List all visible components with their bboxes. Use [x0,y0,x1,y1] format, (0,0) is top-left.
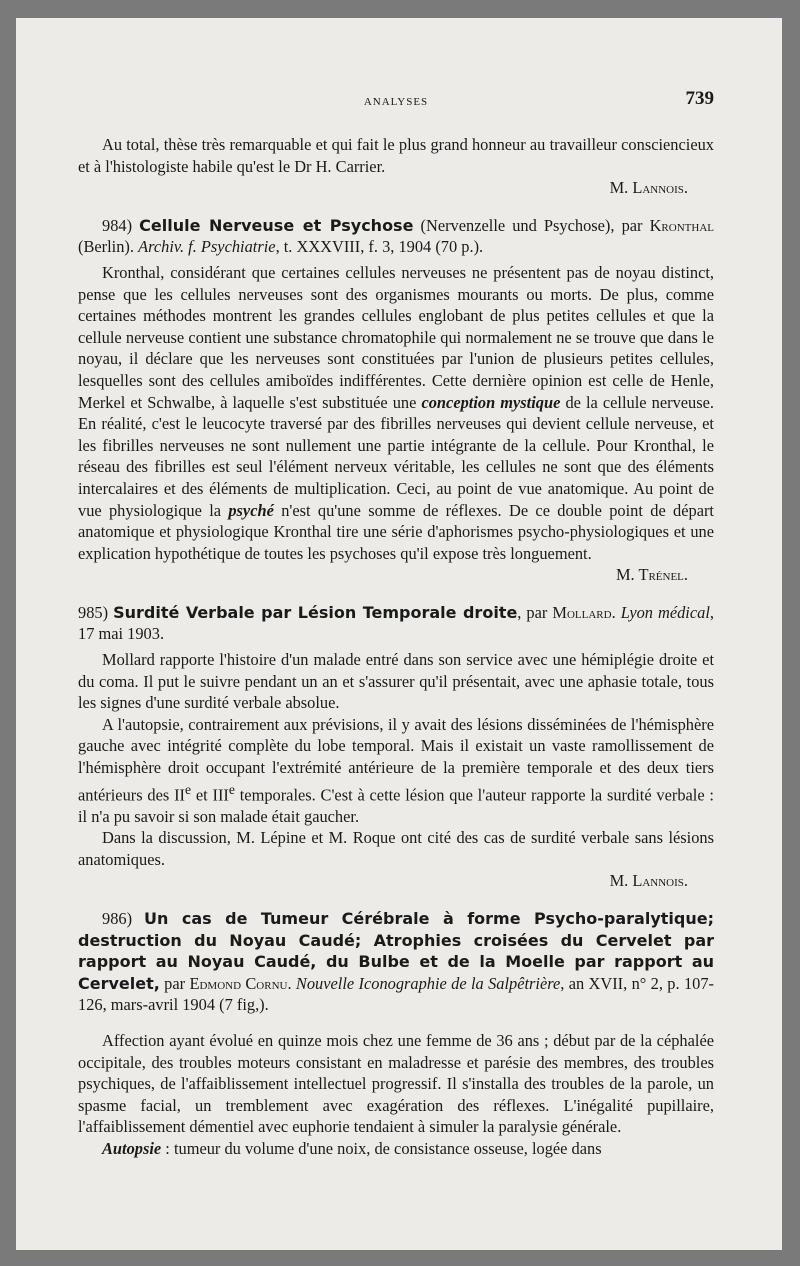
entry-985-signature [78,870,714,892]
page-content [78,134,714,1160]
autopsie-label: Autopsie [102,1139,162,1158]
entry-985-heading [78,602,714,645]
ref-text: par [159,973,190,993]
body-emphasis: conception mystique [421,392,561,412]
superscript: e [228,781,235,797]
signature-text: M. Trénel. [615,565,688,585]
entry-986-heading [78,908,714,1016]
entry-number: 986) [102,909,133,929]
entry-984-heading [78,215,714,258]
superscript: e [185,781,192,797]
entry-986-p2 [78,1138,714,1160]
entry-journal: Nouvelle Iconographie de la Salpêtrière [295,973,561,993]
body-text: n'est qu'une somme de réflexes. De ce double point de départ anatomique et physiologique Kronthal tire une série d'aphorismes psycho-physiologiques et une explication hypothétique de toutes les psychoses qu'il expose très longuement. [78,500,714,563]
intro-paragraph: Au total, thèse très remarquable et qui fait le plus grand honneur au travailleur consciencieux et à l'histologiste habile qu'est le Dr H. Carrier. [78,135,714,176]
ref-text: . [287,973,296,993]
body-text: A l'autopsie, contrairement aux prévisions, il y avait des lésions disséminées de l'hémisphère gauche avec intégrité complète du lobe temporal. Mais il existait un vaste ramollissement de l'hémisphère droit occupant l'extrémité antérieure de la première temporale et des deux tiers antérieurs des II [78,714,714,805]
running-header [78,88,714,118]
entry-author: Mollard [552,602,612,622]
running-title: ANALYSES [363,96,429,108]
entry-985-p3: Dans la discussion, M. Lépine et M. Roque ont cité des cas de surdité verbale sans lésions anatomiques. [78,828,714,869]
entry-journal: Lyon médical [620,602,710,622]
body-text: et III [191,785,229,805]
entry-985 [78,602,714,892]
entry-journal: Archiv. f. Psychiatrie [138,237,276,257]
entry-985-p2 [78,714,714,827]
intro-signature [78,177,714,199]
entry-title: Cellule Nerveuse et Psychose [139,215,414,235]
entry-number: 985) [78,602,109,622]
entry-author: Edmond Cornu [189,973,288,993]
signature-text: M. Lannois. [609,871,688,891]
body-text: de la cellule nerveuse. En réalité, c'est le leucocyte traversé par des fibrilles nerveuses qui devient cellule nerveuse, et les fibrilles nerveuses ne sont nullement une partie intégrante de la cellule. Pour Kronthal, le réseau des fibrilles est seul l'élément nerveux véritable, les cellules ne sont que des éléments intercalaires et des éléments de multiplication. Ceci, au point de vue anatomique. Au point de vue physiologique la [78,392,714,520]
ref-text: , par [517,602,553,622]
entry-986 [78,908,714,1160]
entry-title: Un cas de Tumeur Cérébrale à forme Psycho-paralytique; destruction du Noyau Caudé; Atrophies croisées du Cervelet par rapport au Noyau Caudé, du Bulbe et de la Moelle par rapport au Cervelet, [78,909,714,993]
ref-text: , t. XXXVIII, f. 3, 1904 (70 p.). [275,237,484,257]
ref-text: , 17 mai 1903. [78,602,714,644]
body-emphasis: psyché [228,500,274,520]
entry-number: 984) [102,215,133,235]
ref-text: (Berlin). [78,237,139,257]
entry-984-body [78,262,714,564]
page-number: 739 [685,88,714,109]
entry-984 [78,215,714,586]
page-sheet [16,18,782,1250]
body-text: Kronthal, considérant que certaines cellules nerveuses ne présentent pas de noyau distinct, pense que les cellules nerveuses sont des organismes mourants ou morts. De plus, comme certaines méthodes montrent les grandes cellules englobant de plus petites cellules et que la cellule nerveuse contient une substance chromatophile qui normalement ne se trouve que dans le noyau, il déclare que les nerveuses sont constituées par l'union de plusieurs petites cellules, lesquelles sont des cellules amiboïdes indifférentes. Cette dernière opinion est celle de Henle, Merkel et Schwalbe, à laquelle s'est substituée une [78,262,714,412]
entry-984-signature [78,564,714,586]
ref-text: , an XVII, n° 2, p. 107-126, mars-avril 1904 (7 fig,). [78,973,714,1015]
entry-985-p1: Mollard rapporte l'histoire d'un malade entré dans son service avec une hémiplégie droite et du coma. Il put le suivre pendant un an et s'assurer qu'il présentait, avec une aphasie totale, tous les signes d'une surdité verbale absolue. [78,650,714,713]
signature-text: M. Lannois. [609,178,688,198]
entry-author: Kronthal [649,215,714,235]
body-text: : tumeur du volume d'une noix, de consistance osseuse, logée dans [161,1139,602,1158]
entry-986-p1: Affection ayant évolué en quinze mois chez une femme de 36 ans ; début par de la céphalée occipitale, des troubles moteurs consistant en maladresse et parésie des membres, des troubles psychiques, de l'affaiblissement intellectuel progressif. Il s'installa des troubles de la parole, un spasme facial, un tremblement avec exagération des réflexes. L'inégalité pupillaire, l'affaiblissement démentiel avec euphorie tendaient à simuler la paralysie générale. [78,1031,714,1137]
ref-text: . [611,602,621,622]
entry-title: Surdité Verbale par Lésion Temporale droite [113,602,518,622]
ref-text: (Nervenzelle und Psychose), par [413,215,650,235]
body-text: temporales. C'est à cette lésion que l'auteur rapporte la surdité verbale : il n'a pu savoir si son malade était gaucher. [78,785,714,826]
